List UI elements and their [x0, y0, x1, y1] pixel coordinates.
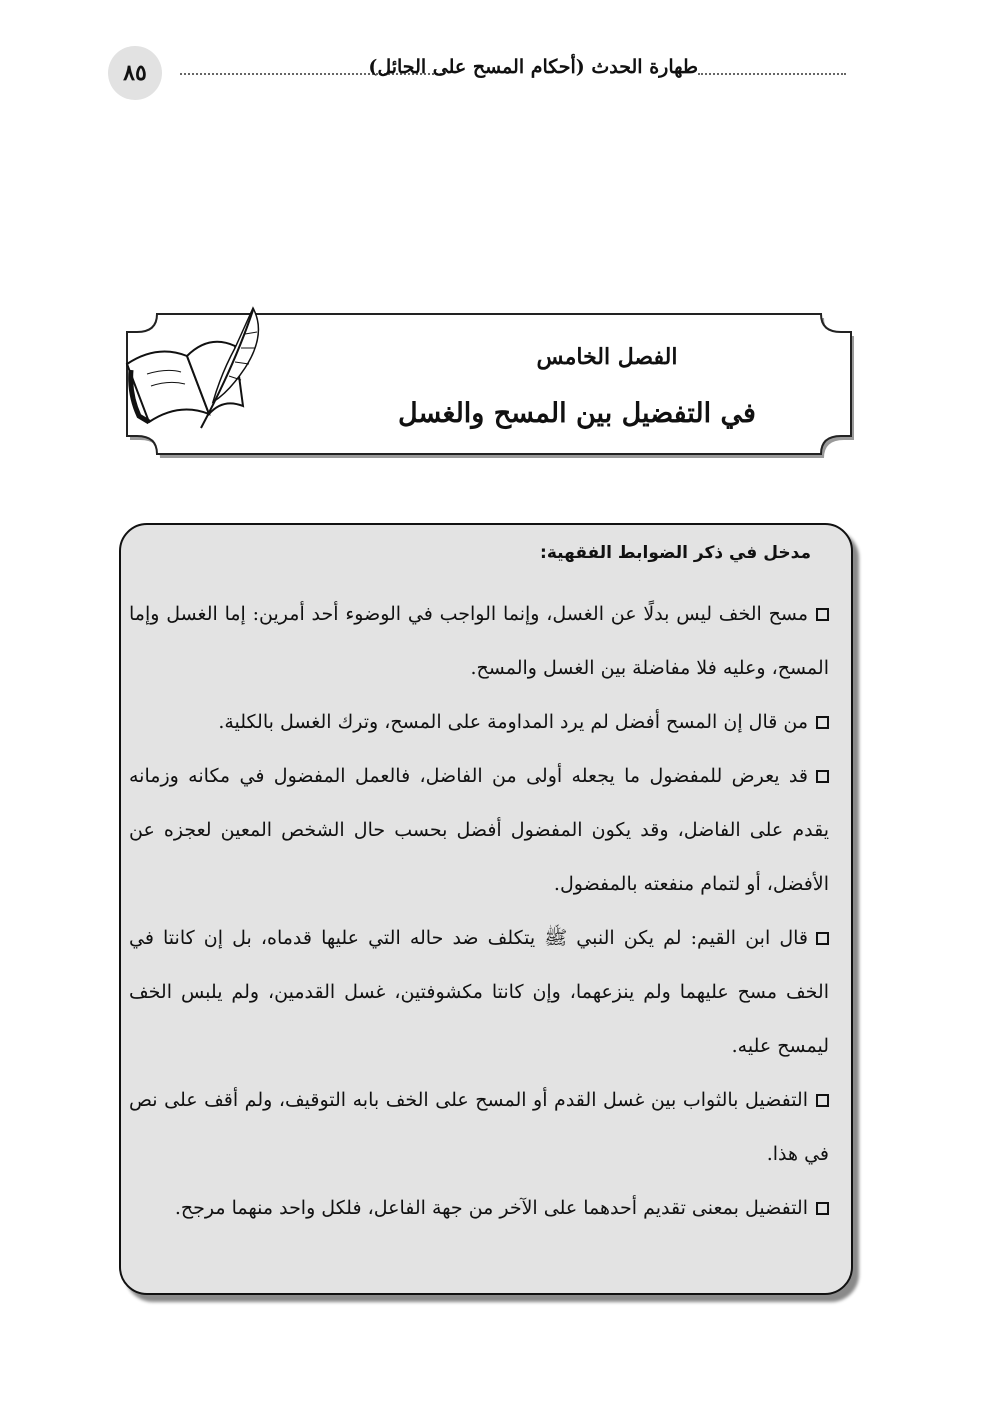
- running-title: طهارة الحدث (أحكام المسح على الحائل): [368, 56, 698, 78]
- rule-item: [129, 587, 829, 695]
- chapter-title: في التفضيل بين المسح والغسل: [398, 398, 756, 429]
- rule-text: من قال إن المسح أفضل لم يرد المداومة على المسح، وترك الغسل بالكلية.: [218, 711, 808, 733]
- square-bullet-icon: [816, 716, 829, 729]
- square-bullet-icon: [816, 608, 829, 621]
- rule-item: [129, 1073, 829, 1181]
- chapter-title-frame: [117, 304, 861, 464]
- page-header: [108, 40, 848, 100]
- rule-text: التفضيل بالثواب بين غسل القدم أو المسح على الخف بابه التوقيف، ولم أقف على نص في هذا.: [129, 1089, 829, 1165]
- square-bullet-icon: [816, 770, 829, 783]
- rule-item: [129, 749, 829, 911]
- chapter-label: الفصل الخامس: [536, 344, 678, 370]
- book-and-quill-icon: [117, 304, 267, 430]
- rule-text: قد يعرض للمفضول ما يجعله أولى من الفاضل، فالعمل المفضول في مكانه وزمانه يقدم على الفاضل، وقد يكون المفضول أفضل بحسب حال الشخص المعين لعجزه عن الأفضل، أو لتمام منفعته بالمفضول.: [129, 765, 829, 895]
- square-bullet-icon: [816, 1202, 829, 1215]
- rule-item: [129, 695, 829, 749]
- rule-text: التفضيل بمعنى تقديم أحدهما على الآخر من جهة الفاعل، فلكل واحد منهما مرجح.: [174, 1197, 808, 1219]
- rule-text: مسح الخف ليس بدلًا عن الغسل، وإنما الواجب في الوضوء أحد أمرين: إما الغسل وإما المسح، وعليه فلا مفاضلة بين الغسل والمسح.: [129, 603, 829, 679]
- page-number: ٨٥: [123, 60, 147, 86]
- rule-text: قال ابن القيم: لم يكن النبي ﷺ يتكلف ضد حاله التي عليها قدماه، بل إن كانتا في الخف مسح عليهما ولم ينزعهما، وإن كانتا مكشوفتين، غسل القدمين، ولم يلبس الخف ليمسح عليه.: [129, 927, 829, 1057]
- rules-box-heading: مدخل في ذكر الضوابط الفقهية:: [540, 543, 811, 563]
- header-dotted-leader-right: [698, 73, 846, 75]
- rules-list: [129, 587, 829, 1235]
- rule-item: [129, 911, 829, 1073]
- rules-box: [119, 523, 853, 1295]
- square-bullet-icon: [816, 1094, 829, 1107]
- page-number-badge: [108, 46, 162, 100]
- rule-item: [129, 1181, 829, 1235]
- square-bullet-icon: [816, 932, 829, 945]
